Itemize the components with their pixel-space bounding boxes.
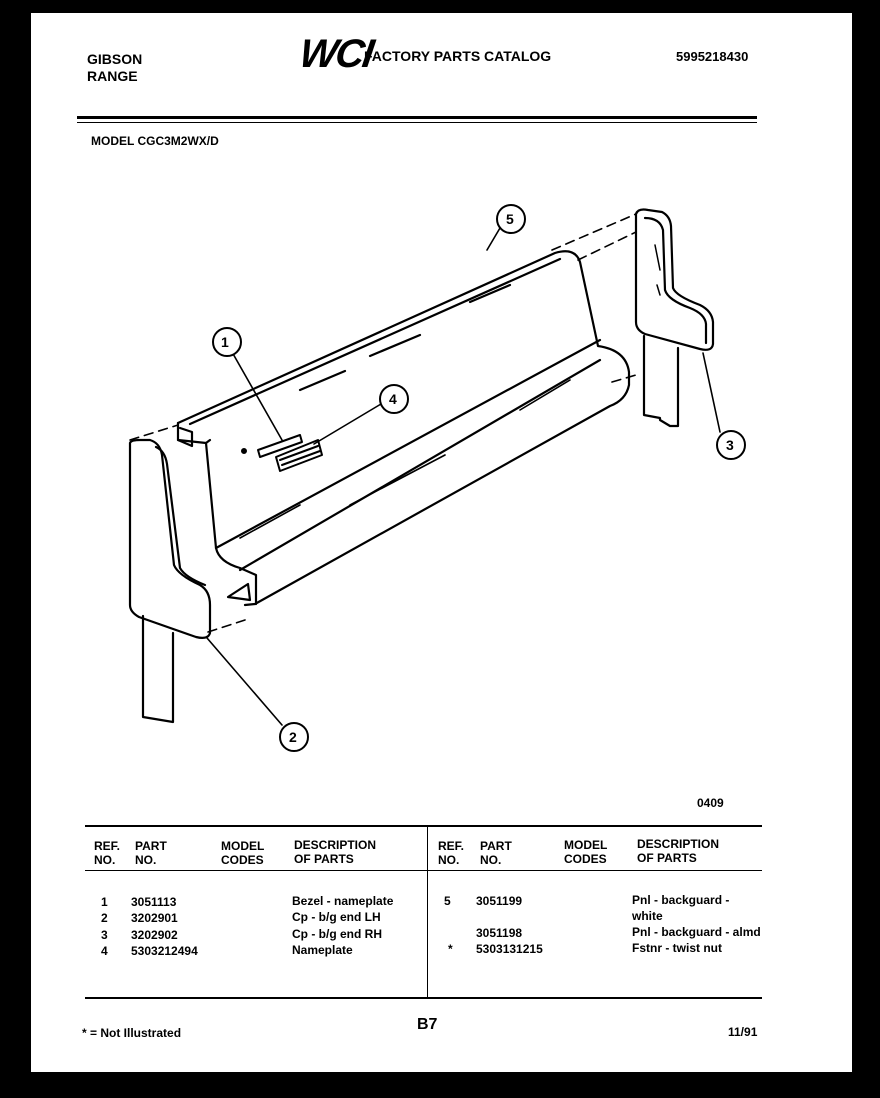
hdr-part-left-2: NO. <box>135 853 157 867</box>
hdr-part-right: PART <box>480 839 512 853</box>
part-description: Pnl - backguard - <box>632 893 730 907</box>
ref-no: 4 <box>101 944 108 958</box>
end-cap-right <box>636 210 713 427</box>
part-description: Nameplate <box>292 943 353 957</box>
table-bottom-rule <box>85 997 762 999</box>
callout-5: 5 <box>506 211 514 227</box>
part-no: 3202902 <box>131 928 178 942</box>
catalog-number: 5995218430 <box>676 49 749 64</box>
wci-logo: WCI <box>296 32 375 76</box>
part-description: Cp - b/g end RH <box>292 927 382 941</box>
table-header-rule <box>85 870 762 871</box>
ref-no: 1 <box>101 895 108 909</box>
product-type: RANGE <box>87 68 138 84</box>
callout-3: 3 <box>726 437 734 453</box>
ref-no: 3 <box>101 928 108 942</box>
hdr-model-right-2: CODES <box>564 852 607 866</box>
callout-1: 1 <box>221 334 229 350</box>
part-no: 5303131215 <box>476 942 543 956</box>
drawing-id: 0409 <box>697 796 724 810</box>
footer-note: * = Not Illustrated <box>82 1026 182 1040</box>
part-description: Fstnr - twist nut <box>632 941 722 955</box>
hdr-part-right-2: NO. <box>480 853 502 867</box>
hdr-desc-right: DESCRIPTION <box>637 837 720 851</box>
part-no: 3051113 <box>131 895 177 909</box>
table-center-divider <box>427 825 428 997</box>
part-description: Bezel - nameplate <box>292 894 394 908</box>
callout-2: 2 <box>289 729 297 745</box>
page-number: B7 <box>417 1016 438 1033</box>
hdr-part-left: PART <box>135 839 167 853</box>
part-description: Pnl - backguard - almd <box>632 925 761 939</box>
ref-no: 2 <box>101 911 108 925</box>
ref-no: * <box>448 942 453 956</box>
part-no: 3051198 <box>476 926 523 940</box>
catalog-title: FACTORY PARTS CATALOG <box>364 48 552 64</box>
ref-no: 5 <box>444 894 451 908</box>
brand-name: GIBSON <box>87 51 143 67</box>
end-cap-left <box>130 440 210 722</box>
hdr-ref-right: REF. <box>438 839 465 853</box>
hdr-desc-left: DESCRIPTION <box>294 838 377 852</box>
part-description: white <box>632 909 663 923</box>
hdr-ref-left: REF. <box>94 839 121 853</box>
table-top-rule <box>85 825 762 827</box>
hdr-model-left-2: CODES <box>221 853 264 867</box>
model-label: MODEL CGC3M2WX/D <box>91 134 219 148</box>
hdr-model-left: MODEL <box>221 839 265 853</box>
hdr-model-right: MODEL <box>564 838 608 852</box>
hdr-desc-left-2: OF PARTS <box>294 852 354 866</box>
hdr-ref-right-2: NO. <box>438 853 460 867</box>
part-no: 3202901 <box>131 911 178 925</box>
alignment-lines <box>130 214 636 632</box>
part-no: 5303212494 <box>131 944 198 958</box>
hdr-desc-right-2: OF PARTS <box>637 851 697 865</box>
revision-date: 11/91 <box>728 1025 758 1039</box>
backguard-panel <box>178 251 629 605</box>
part-no: 3051199 <box>476 894 523 908</box>
hdr-ref-left-2: NO. <box>94 853 116 867</box>
part-description: Cp - b/g end LH <box>292 910 381 924</box>
callout-4: 4 <box>389 391 397 407</box>
